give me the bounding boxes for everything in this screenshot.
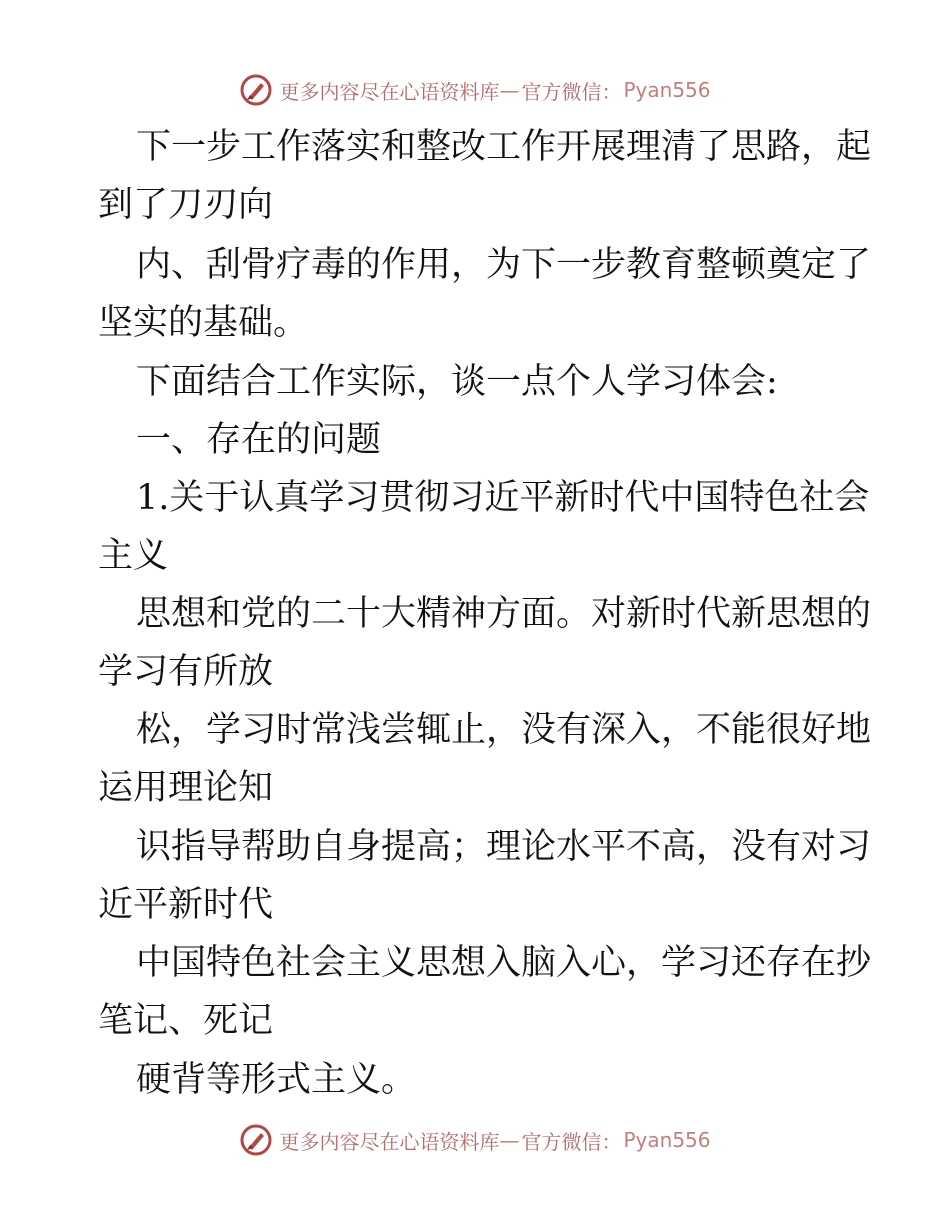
watermark-official: 官方微信： — [521, 79, 622, 104]
text-line-9: 思想和党的二十大精神方面。对新时代新思想的 — [136, 594, 872, 634]
text-line-4: 坚实的基础。 — [98, 303, 309, 343]
header-watermark — [0, 70, 950, 110]
text-line-17: 硬背等形式主义。 — [136, 1060, 417, 1100]
watermark-id: Pyan556 — [623, 1128, 711, 1152]
watermark-brand: 更多内容尽在心语资料库 — [279, 1129, 500, 1154]
text-line-11: 松，学习时常浅尝辄止，没有深入，不能很好地 — [136, 710, 872, 750]
pen-seal-icon — [239, 73, 273, 107]
text-line-3: 内、刮骨疗毒的作用，为下一步教育整顿奠定了 — [136, 245, 872, 285]
text-line-2: 到了刀刃向 — [98, 185, 274, 225]
text-line-14: 近平新时代 — [98, 885, 274, 925]
text-line-7: 1.关于认真学习贯彻习近平新时代中国特色社会 — [136, 478, 870, 518]
watermark-id: Pyan556 — [623, 78, 711, 102]
text-line-5: 下面结合工作实际，谈一点个人学习体会: — [136, 362, 778, 402]
text-line-15: 中国特色社会主义思想入脑入心，学习还存在抄 — [136, 943, 872, 983]
text-line-1: 下一步工作落实和整改工作开展理清了思路，起 — [136, 127, 872, 167]
pen-seal-icon — [239, 1123, 273, 1157]
watermark-separator: — — [499, 1128, 520, 1152]
text-line-12: 运用理论知 — [98, 768, 274, 808]
text-line-6: 一、存在的问题 — [136, 420, 382, 460]
watermark-separator: — — [499, 78, 520, 102]
text-line-8: 主义 — [98, 536, 169, 576]
watermark-official: 官方微信： — [521, 1129, 622, 1154]
text-line-16: 笔记、死记 — [98, 1001, 274, 1041]
text-line-13: 识指导帮助自身提高；理论水平不高，没有对习 — [136, 827, 872, 867]
text-line-10: 学习有所放 — [98, 652, 274, 692]
footer-watermark — [0, 1120, 950, 1160]
watermark-brand: 更多内容尽在心语资料库 — [279, 79, 500, 104]
